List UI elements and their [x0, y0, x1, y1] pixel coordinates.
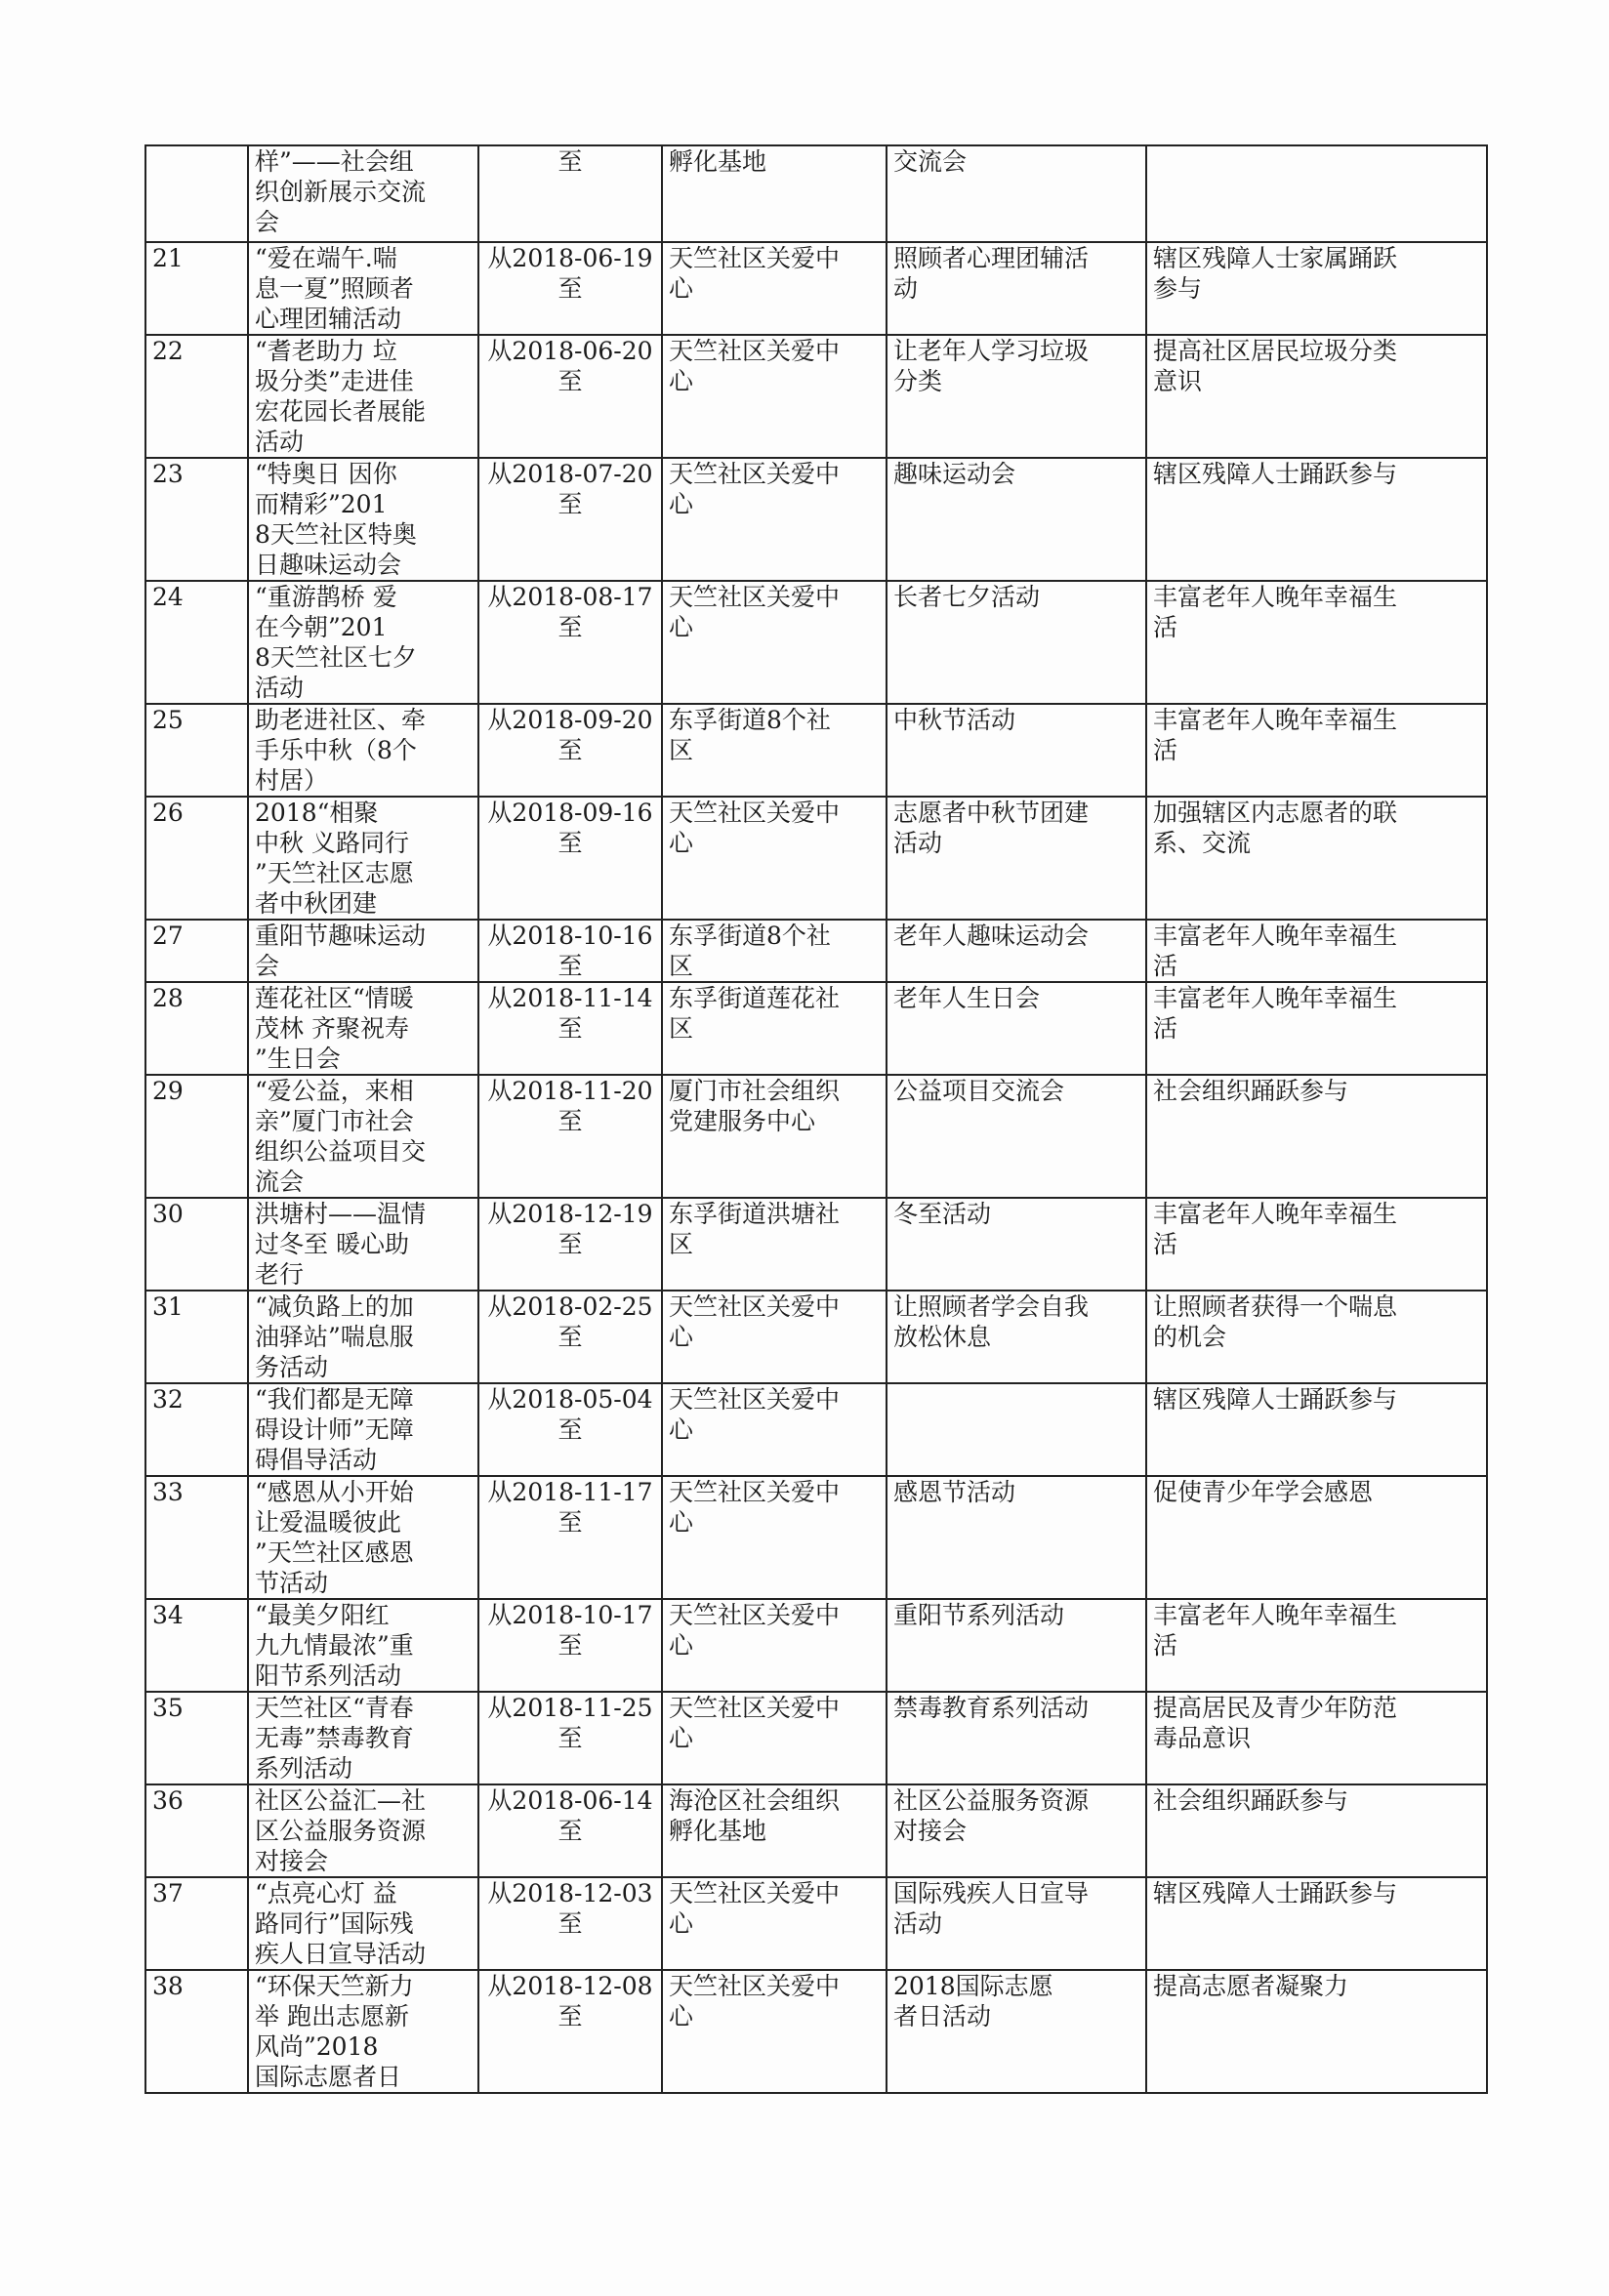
activity-effect-cell	[1146, 145, 1487, 242]
row-number-cell: 26	[145, 797, 248, 920]
activity-place-cell: 天竺社区关爱中 心	[662, 1476, 887, 1599]
row-number-cell: 23	[145, 458, 248, 581]
activity-date-cell: 从2018-09-20 至	[478, 704, 662, 797]
activity-place-cell: 天竺社区关爱中 心	[662, 797, 887, 920]
row-number-cell: 22	[145, 335, 248, 458]
table-row	[145, 704, 1487, 797]
activity-name-cell: “耆老助力 垃 圾分类”走进佳 宏花园长者展能 活动	[248, 335, 478, 458]
activity-name-cell: “爱公益，来相 亲”厦门市社会 组织公益项目交 流会	[248, 1075, 478, 1198]
table-row	[145, 1291, 1487, 1383]
activity-effect-cell: 提高志愿者凝聚力	[1146, 1970, 1487, 2093]
activity-content-cell: 照顾者心理团辅活 动	[887, 242, 1146, 335]
activity-content-cell: 社区公益服务资源 对接会	[887, 1784, 1146, 1877]
activity-effect-cell: 提高居民及青少年防范 毒品意识	[1146, 1692, 1487, 1784]
activity-place-cell: 天竺社区关爱中 心	[662, 1970, 887, 2093]
table-row	[145, 335, 1487, 458]
activity-content-cell: 趣味运动会	[887, 458, 1146, 581]
row-number-cell: 36	[145, 1784, 248, 1877]
activity-table-body	[145, 145, 1487, 2093]
activity-name-cell: “感恩从小开始 让爱温暖彼此 ”天竺社区感恩 节活动	[248, 1476, 478, 1599]
activity-place-cell: 东孚街道8个社 区	[662, 920, 887, 982]
activity-place-cell: 东孚街道洪塘社 区	[662, 1198, 887, 1291]
activity-name-cell: 莲花社区“情暖 茂林 齐聚祝寿 ”生日会	[248, 982, 478, 1075]
table-row	[145, 242, 1487, 335]
row-number-cell: 31	[145, 1291, 248, 1383]
activity-effect-cell: 辖区残障人士家属踊跃 参与	[1146, 242, 1487, 335]
activity-effect-cell: 丰富老年人晚年幸福生 活	[1146, 1599, 1487, 1692]
row-number-cell: 27	[145, 920, 248, 982]
activity-place-cell: 天竺社区关爱中 心	[662, 335, 887, 458]
activity-effect-cell: 丰富老年人晚年幸福生 活	[1146, 982, 1487, 1075]
activity-content-cell: 冬至活动	[887, 1198, 1146, 1291]
table-row	[145, 1075, 1487, 1198]
activity-place-cell: 天竺社区关爱中 心	[662, 1692, 887, 1784]
table-row	[145, 1784, 1487, 1877]
activity-content-cell: 老年人趣味运动会	[887, 920, 1146, 982]
row-number-cell: 34	[145, 1599, 248, 1692]
table-row	[145, 145, 1487, 242]
activity-place-cell: 东孚街道莲花社 区	[662, 982, 887, 1075]
activity-name-cell: “环保天竺新力 举 跑出志愿新 风尚”2018 国际志愿者日	[248, 1970, 478, 2093]
activity-place-cell: 海沧区社会组织 孵化基地	[662, 1784, 887, 1877]
activity-name-cell: 2018“相聚 中秋 义路同行 ”天竺社区志愿 者中秋团建	[248, 797, 478, 920]
activity-name-cell: “重游鹊桥 爱 在今朝”201 8天竺社区七夕 活动	[248, 581, 478, 704]
row-number-cell: 21	[145, 242, 248, 335]
activity-date-cell: 从2018-11-25 至	[478, 1692, 662, 1784]
row-number-cell: 29	[145, 1075, 248, 1198]
activity-name-cell: 天竺社区“青春 无毒”禁毒教育 系列活动	[248, 1692, 478, 1784]
activity-content-cell: 老年人生日会	[887, 982, 1146, 1075]
activity-content-cell: 让老年人学习垃圾 分类	[887, 335, 1146, 458]
activity-name-cell: “爱在端午.喘 息一夏”照顾者 心理团辅活动	[248, 242, 478, 335]
activity-name-cell: “特奥日 因你 而精彩”201 8天竺社区特奥 日趣味运动会	[248, 458, 478, 581]
activity-date-cell: 从2018-02-25 至	[478, 1291, 662, 1383]
row-number-cell: 28	[145, 982, 248, 1075]
activity-date-cell: 从2018-11-20 至	[478, 1075, 662, 1198]
row-number-cell: 38	[145, 1970, 248, 2093]
activity-date-cell: 从2018-12-03 至	[478, 1877, 662, 1970]
activity-place-cell: 天竺社区关爱中 心	[662, 1383, 887, 1476]
row-number-cell: 35	[145, 1692, 248, 1784]
activity-date-cell: 从2018-12-19 至	[478, 1198, 662, 1291]
activity-content-cell: 志愿者中秋节团建 活动	[887, 797, 1146, 920]
table-row	[145, 581, 1487, 704]
activity-place-cell: 厦门市社会组织 党建服务中心	[662, 1075, 887, 1198]
activity-place-cell: 天竺社区关爱中 心	[662, 1877, 887, 1970]
row-number-cell: 24	[145, 581, 248, 704]
activity-effect-cell: 社会组织踊跃参与	[1146, 1075, 1487, 1198]
activity-effect-cell: 丰富老年人晚年幸福生 活	[1146, 1198, 1487, 1291]
table-row	[145, 1476, 1487, 1599]
activity-content-cell: 禁毒教育系列活动	[887, 1692, 1146, 1784]
activity-content-cell: 感恩节活动	[887, 1476, 1146, 1599]
activity-date-cell: 从2018-10-16 至	[478, 920, 662, 982]
activity-date-cell: 从2018-06-19 至	[478, 242, 662, 335]
activity-name-cell: “减负路上的加 油驿站”喘息服 务活动	[248, 1291, 478, 1383]
activity-date-cell: 从2018-11-14 至	[478, 982, 662, 1075]
activity-table	[144, 144, 1488, 2094]
activity-date-cell: 从2018-07-20 至	[478, 458, 662, 581]
row-number-cell: 30	[145, 1198, 248, 1291]
activity-name-cell: “我们都是无障 碍设计师”无障 碍倡导活动	[248, 1383, 478, 1476]
table-row	[145, 1692, 1487, 1784]
activity-name-cell: 洪塘村——温情 过冬至 暖心助 老行	[248, 1198, 478, 1291]
activity-place-cell: 天竺社区关爱中 心	[662, 1291, 887, 1383]
table-row	[145, 920, 1487, 982]
activity-date-cell: 从2018-09-16 至	[478, 797, 662, 920]
activity-date-cell: 从2018-06-14 至	[478, 1784, 662, 1877]
activity-date-cell: 从2018-10-17 至	[478, 1599, 662, 1692]
activity-effect-cell: 提高社区居民垃圾分类 意识	[1146, 335, 1487, 458]
activity-date-cell: 从2018-11-17 至	[478, 1476, 662, 1599]
table-row	[145, 1877, 1487, 1970]
table-row	[145, 458, 1487, 581]
activity-date-cell: 从2018-08-17 至	[478, 581, 662, 704]
activity-content-cell: 国际残疾人日宣导 活动	[887, 1877, 1146, 1970]
row-number-cell	[145, 145, 248, 242]
table-row	[145, 1198, 1487, 1291]
table-row	[145, 1383, 1487, 1476]
activity-effect-cell: 让照顾者获得一个喘息 的机会	[1146, 1291, 1487, 1383]
row-number-cell: 33	[145, 1476, 248, 1599]
activity-effect-cell: 辖区残障人士踊跃参与	[1146, 1383, 1487, 1476]
table-row	[145, 1970, 1487, 2093]
activity-effect-cell: 丰富老年人晚年幸福生 活	[1146, 704, 1487, 797]
activity-effect-cell: 社会组织踊跃参与	[1146, 1784, 1487, 1877]
activity-effect-cell: 辖区残障人士踊跃参与	[1146, 458, 1487, 581]
activity-content-cell: 交流会	[887, 145, 1146, 242]
activity-effect-cell: 促使青少年学会感恩	[1146, 1476, 1487, 1599]
row-number-cell: 32	[145, 1383, 248, 1476]
activity-name-cell: “点亮心灯 益 路同行”国际残 疾人日宣导活动	[248, 1877, 478, 1970]
activity-effect-cell: 加强辖区内志愿者的联 系、交流	[1146, 797, 1487, 920]
activity-content-cell: 长者七夕活动	[887, 581, 1146, 704]
activity-content-cell: 2018国际志愿 者日活动	[887, 1970, 1146, 2093]
activity-place-cell: 天竺社区关爱中 心	[662, 581, 887, 704]
activity-name-cell: “最美夕阳红 九九情最浓”重 阳节系列活动	[248, 1599, 478, 1692]
table-row	[145, 797, 1487, 920]
row-number-cell: 25	[145, 704, 248, 797]
activity-name-cell: 样”——社会组 织创新展示交流 会	[248, 145, 478, 242]
activity-place-cell: 天竺社区关爱中 心	[662, 1599, 887, 1692]
activity-content-cell	[887, 1383, 1146, 1476]
activity-place-cell: 孵化基地	[662, 145, 887, 242]
activity-content-cell: 公益项目交流会	[887, 1075, 1146, 1198]
activity-place-cell: 东孚街道8个社 区	[662, 704, 887, 797]
activity-effect-cell: 辖区残障人士踊跃参与	[1146, 1877, 1487, 1970]
activity-place-cell: 天竺社区关爱中 心	[662, 458, 887, 581]
table-row	[145, 982, 1487, 1075]
activity-content-cell: 重阳节系列活动	[887, 1599, 1146, 1692]
activity-name-cell: 社区公益汇—社 区公益服务资源 对接会	[248, 1784, 478, 1877]
activity-place-cell: 天竺社区关爱中 心	[662, 242, 887, 335]
activity-date-cell: 从2018-12-08 至	[478, 1970, 662, 2093]
activity-name-cell: 助老进社区、牵 手乐中秋（8个 村居）	[248, 704, 478, 797]
table-row	[145, 1599, 1487, 1692]
activity-content-cell: 让照顾者学会自我 放松休息	[887, 1291, 1146, 1383]
activity-date-cell: 至	[478, 145, 662, 242]
activity-name-cell: 重阳节趣味运动 会	[248, 920, 478, 982]
activity-date-cell: 从2018-06-20 至	[478, 335, 662, 458]
activity-effect-cell: 丰富老年人晚年幸福生 活	[1146, 581, 1487, 704]
activity-effect-cell: 丰富老年人晚年幸福生 活	[1146, 920, 1487, 982]
activity-date-cell: 从2018-05-04 至	[478, 1383, 662, 1476]
row-number-cell: 37	[145, 1877, 248, 1970]
activity-content-cell: 中秋节活动	[887, 704, 1146, 797]
